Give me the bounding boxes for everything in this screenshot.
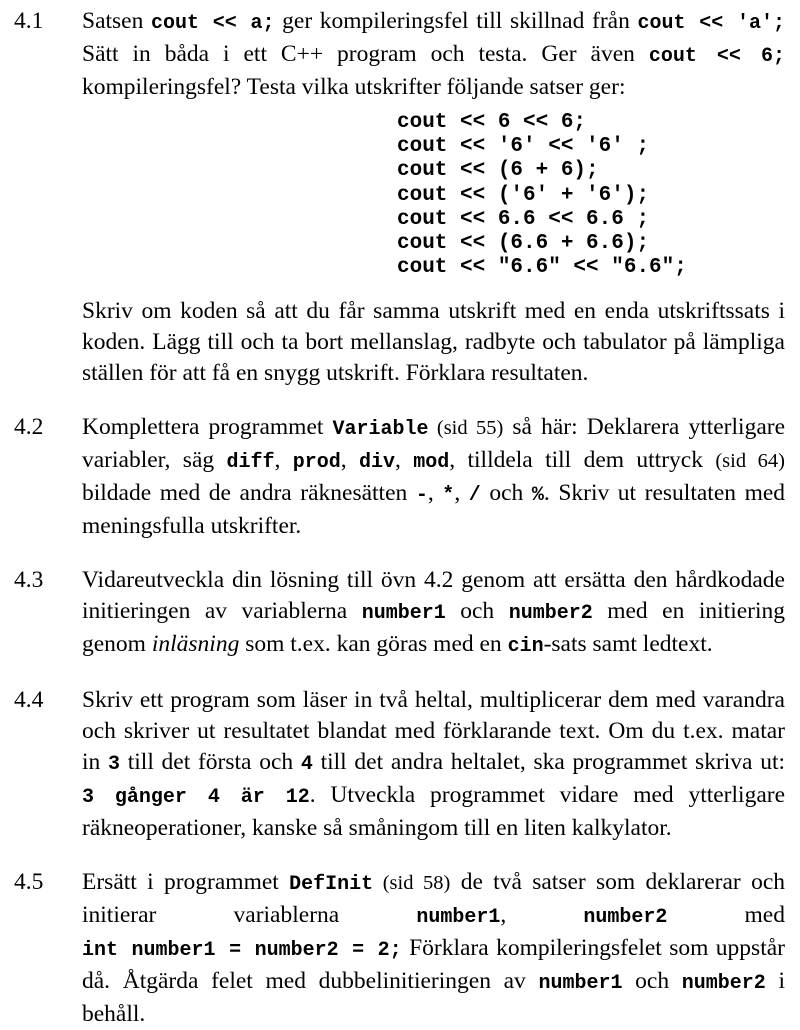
body-text: med en initiering genom	[82, 598, 786, 658]
inline-code: number2	[583, 906, 668, 930]
inline-code: cout << a;	[150, 12, 275, 35]
body-text: ,	[500, 902, 584, 929]
inline-code: *	[442, 484, 455, 508]
exercise-4-5	[0, 867, 800, 1030]
exercise-number-4-1: 4.1	[14, 8, 44, 34]
spacer-4-3-4-4	[0, 662, 800, 685]
inline-code: prod	[292, 451, 341, 475]
body-text: ,	[427, 480, 443, 507]
body-text: till det andra heltalet, ska programmet skriva ut:	[312, 749, 786, 776]
exercise-4-1-intro-paragraph	[82, 6, 785, 103]
exercise-number-4-3: 4.3	[14, 567, 44, 594]
spacer-4-4-4-5	[0, 844, 800, 867]
body-text: Vidareutveckla din lösning till övn 4.2 genom att ersätta den hårdkodade initieringen av variablerna	[82, 567, 785, 625]
body-text: ger kompileringsfel till skillnad från	[274, 8, 638, 34]
spacer-before-code	[82, 103, 785, 111]
body-text: Satsen	[82, 8, 151, 34]
exercise-4-2-paragraph	[82, 412, 785, 542]
page-reference: (sid 64)	[715, 450, 785, 473]
body-text: Sätt in båda i ett C++ program och testa. Ger även	[82, 41, 649, 67]
body-text: kompileringsfel? Testa vilka utskrifter följande satser ger:	[82, 74, 626, 100]
body-text: och	[622, 968, 682, 995]
body-text: och	[445, 598, 509, 625]
body-text: till det första och	[120, 749, 301, 776]
body-text: och	[480, 480, 532, 507]
inline-code: DefInit	[289, 873, 374, 897]
body-text: så här: Deklarera ytterligare variabler, säg	[82, 414, 786, 474]
body-text: Förklara kompileringsfelet som uppstår då. Åtgärda felet med dubbelinitieringen av	[82, 935, 785, 995]
inline-code: -	[415, 484, 428, 508]
inline-code: int number1 = number2 = 2;	[82, 939, 402, 963]
inline-code: %	[531, 484, 544, 508]
code-listing-4-1	[82, 111, 785, 280]
emphasis-text: inläsning	[151, 631, 240, 658]
exercise-4-2	[0, 412, 800, 542]
body-text: Skriv om koden så att du får samma utskrift med en enda utskriftssats i koden. Lägg till och ta bort mellanslag, radbyte och tabulator på lämpliga ställen för att få en snygg utskrift. Förklara resultaten.	[82, 298, 785, 387]
exercise-4-4	[0, 685, 800, 844]
exercise-4-4-paragraph	[82, 685, 785, 844]
body-text: i behåll.	[82, 968, 786, 1028]
inline-code: number1	[416, 906, 501, 930]
inline-code: cout << 'a';	[637, 12, 785, 35]
exercise-4-3	[0, 565, 800, 662]
inline-code: number1	[361, 602, 446, 626]
page-reference: (sid 55)	[428, 417, 504, 440]
body-text: Skriv ett program som läser in två heltal, multiplicerar dem med varandra och skriver ut resultatet blandat med förklarande text. Om du t.ex. matar in	[82, 687, 785, 776]
code-line: cout << "6.6" << "6.6";	[397, 256, 687, 280]
body-text: . Utveckla programmet vidare med ytterligare räkneoperationer, kanske så småningom till en liten kalkylator.	[82, 782, 786, 842]
body-text: -sats samt ledtext.	[543, 631, 713, 658]
body-text: Komplettera programmet	[82, 414, 333, 441]
code-line: cout << '6' << '6' ;	[397, 135, 650, 159]
inline-code: 3 gånger 4 är 12	[82, 786, 310, 810]
inline-code: cout << 6;	[648, 45, 785, 68]
inline-code: 4	[300, 753, 313, 777]
body-text: ,	[340, 447, 359, 474]
exercise-body-4-5	[82, 867, 785, 1030]
inline-code: /	[468, 484, 481, 508]
exercise-body-4-1	[82, 6, 785, 389]
body-text: . Skriv ut resultaten med meningsfulla utskrifter.	[82, 480, 786, 540]
code-line: cout << (6 + 6);	[397, 159, 599, 183]
exercise-4-3-paragraph	[82, 565, 785, 662]
inline-code: mod	[413, 451, 450, 475]
exercise-4-1-outro-paragraph	[82, 296, 785, 389]
body-text: , tilldela till dem uttryck	[449, 447, 716, 474]
inline-code: Variable	[332, 418, 429, 442]
body-text: ,	[454, 480, 469, 507]
exercise-4-5-paragraph	[82, 867, 785, 1030]
spacer-4-1-4-2	[0, 389, 800, 412]
exercise-body-4-4	[82, 685, 785, 844]
exercise-number-4-4: 4.4	[14, 687, 44, 714]
inline-code: number1	[538, 972, 623, 996]
body-text: med	[667, 902, 785, 929]
exercise-body-4-3	[82, 565, 785, 662]
code-line: cout << ('6' + '6');	[397, 183, 650, 207]
body-text: som t.ex. kan göras med en	[239, 631, 508, 658]
inline-code: number2	[508, 602, 593, 626]
exercise-number-4-5: 4.5	[14, 869, 44, 896]
inline-code: number2	[681, 972, 766, 996]
exercise-body-4-2	[82, 412, 785, 542]
body-text: Ersätt i programmet	[82, 869, 290, 896]
inline-code: diff	[226, 451, 275, 475]
body-text: bildade med de andra räknesätten	[82, 480, 416, 507]
inline-code: cin	[507, 635, 544, 659]
inline-code: div	[358, 451, 395, 475]
body-text: de två satser som deklarerar och initierar variablerna	[82, 869, 785, 929]
code-line: cout << 6 << 6;	[397, 111, 587, 134]
inline-code: 3	[108, 753, 121, 777]
page-reference: (sid 58)	[373, 872, 451, 895]
code-line: cout << (6.6 + 6.6);	[397, 232, 650, 256]
body-text: ,	[274, 447, 293, 474]
exercise-number-4-2: 4.2	[14, 414, 44, 441]
spacer-after-code	[82, 280, 785, 296]
code-line: cout << 6.6 << 6.6 ;	[397, 207, 650, 231]
exercise-4-1	[0, 6, 800, 389]
spacer-4-2-4-3	[0, 542, 800, 565]
body-text: ,	[395, 447, 414, 474]
